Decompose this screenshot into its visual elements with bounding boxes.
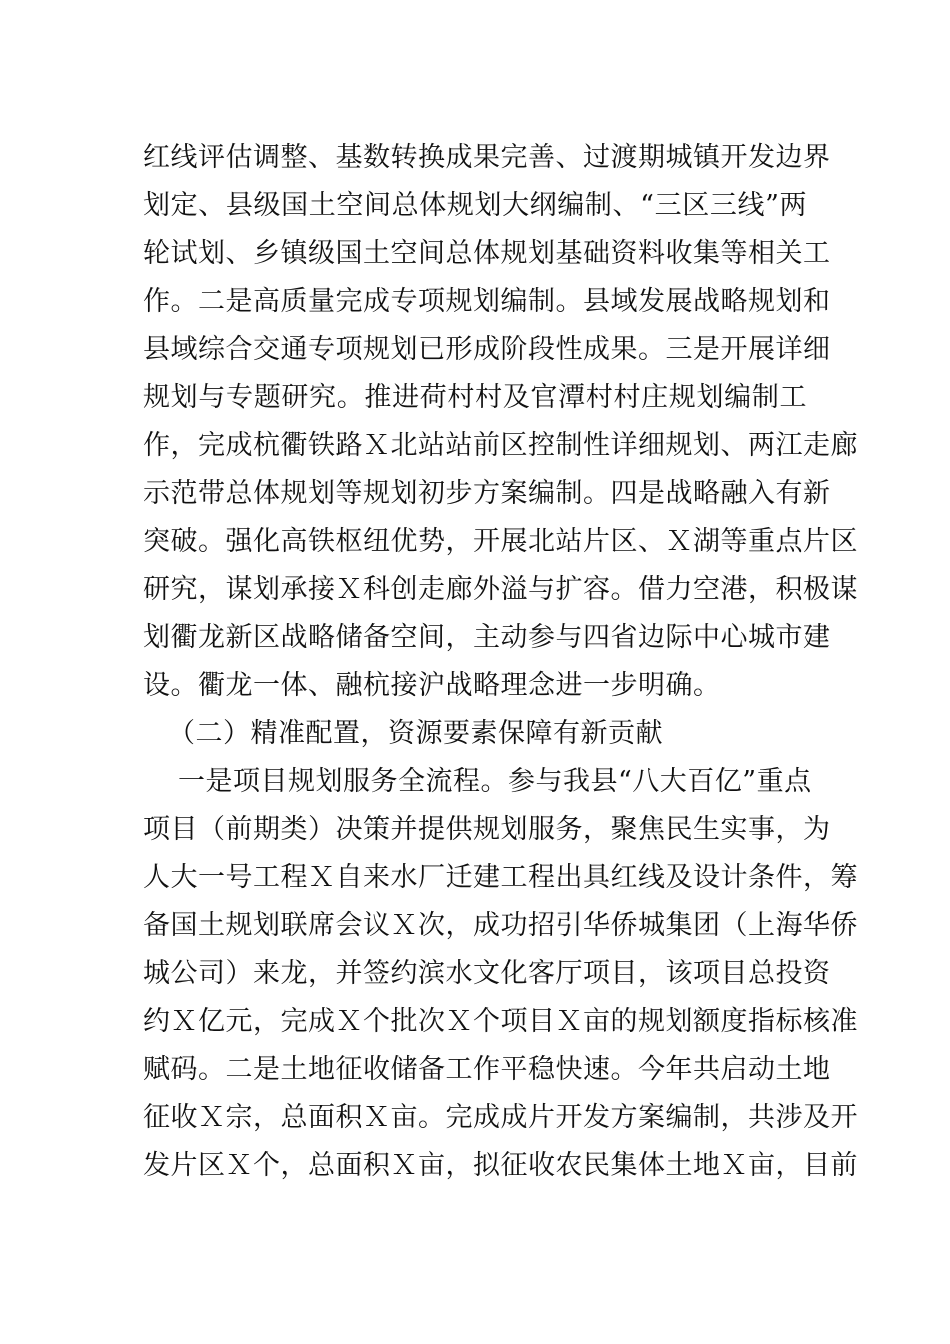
paragraph-line: 轮试划、乡镇级国土空间总体规划基础资料收集等相关工	[143, 238, 831, 269]
paragraph-line: 规划与专题研究。推进荷村村及官潭村村庄规划编制工	[143, 382, 807, 413]
section-heading: （二）精准配置，资源要素保障有新贡献	[168, 718, 663, 749]
paragraph-line: 发片区Ｘ个，总面积Ｘ亩，拟征收农民集体土地Ｘ亩，目前	[143, 1150, 858, 1181]
paragraph-line: 突破。强化高铁枢纽优势，开展北站片区、Ｘ湖等重点片区	[143, 526, 858, 557]
paragraph-line: 征收Ｘ宗，总面积Ｘ亩。完成成片开发方案编制，共涉及开	[143, 1102, 858, 1133]
paragraph-line: 县域综合交通专项规划已形成阶段性成果。三是开展详细	[143, 334, 831, 365]
paragraph-line: 作，完成杭衢铁路Ｘ北站站前区控制性详细规划、两江走廊	[143, 430, 858, 461]
paragraph-line: 作。二是高质量完成专项规划编制。县域发展战略规划和	[143, 286, 831, 317]
paragraph-line: 示范带总体规划等规划初步方案编制。四是战略融入有新	[143, 478, 831, 509]
paragraph-line: 设。衢龙一体、融杭接沪战略理念进一步明确。	[143, 670, 721, 701]
paragraph-line: 赋码。二是土地征收储备工作平稳快速。今年共启动土地	[143, 1054, 831, 1085]
paragraph-line: 红线评估调整、基数转换成果完善、过渡期城镇开发边界	[143, 142, 831, 173]
paragraph-line: 备国土规划联席会议Ｘ次，成功招引华侨城集团（上海华侨	[143, 910, 858, 941]
paragraph-line: 划衢龙新区战略储备空间，主动参与四省边际中心城市建	[143, 622, 831, 653]
paragraph-line: 研究，谋划承接Ｘ科创走廊外溢与扩容。借力空港，积极谋	[143, 574, 858, 605]
paragraph-line: 约Ｘ亿元，完成Ｘ个批次Ｘ个项目Ｘ亩的规划额度指标核准	[143, 1006, 858, 1037]
paragraph-line: 项目（前期类）决策并提供规划服务，聚焦民生实事，为	[143, 814, 831, 845]
paragraph-line: 一是项目规划服务全流程。参与我县“八大百亿”重点	[178, 766, 812, 797]
paragraph-line: 人大一号工程Ｘ自来水厂迁建工程出具红线及设计条件，筹	[143, 862, 858, 893]
paragraph-line: 城公司）来龙，并签约滨水文化客厅项目，该项目总投资	[143, 958, 831, 989]
paragraph-line: 划定、县级国土空间总体规划大纲编制、“三区三线”两	[143, 190, 807, 221]
